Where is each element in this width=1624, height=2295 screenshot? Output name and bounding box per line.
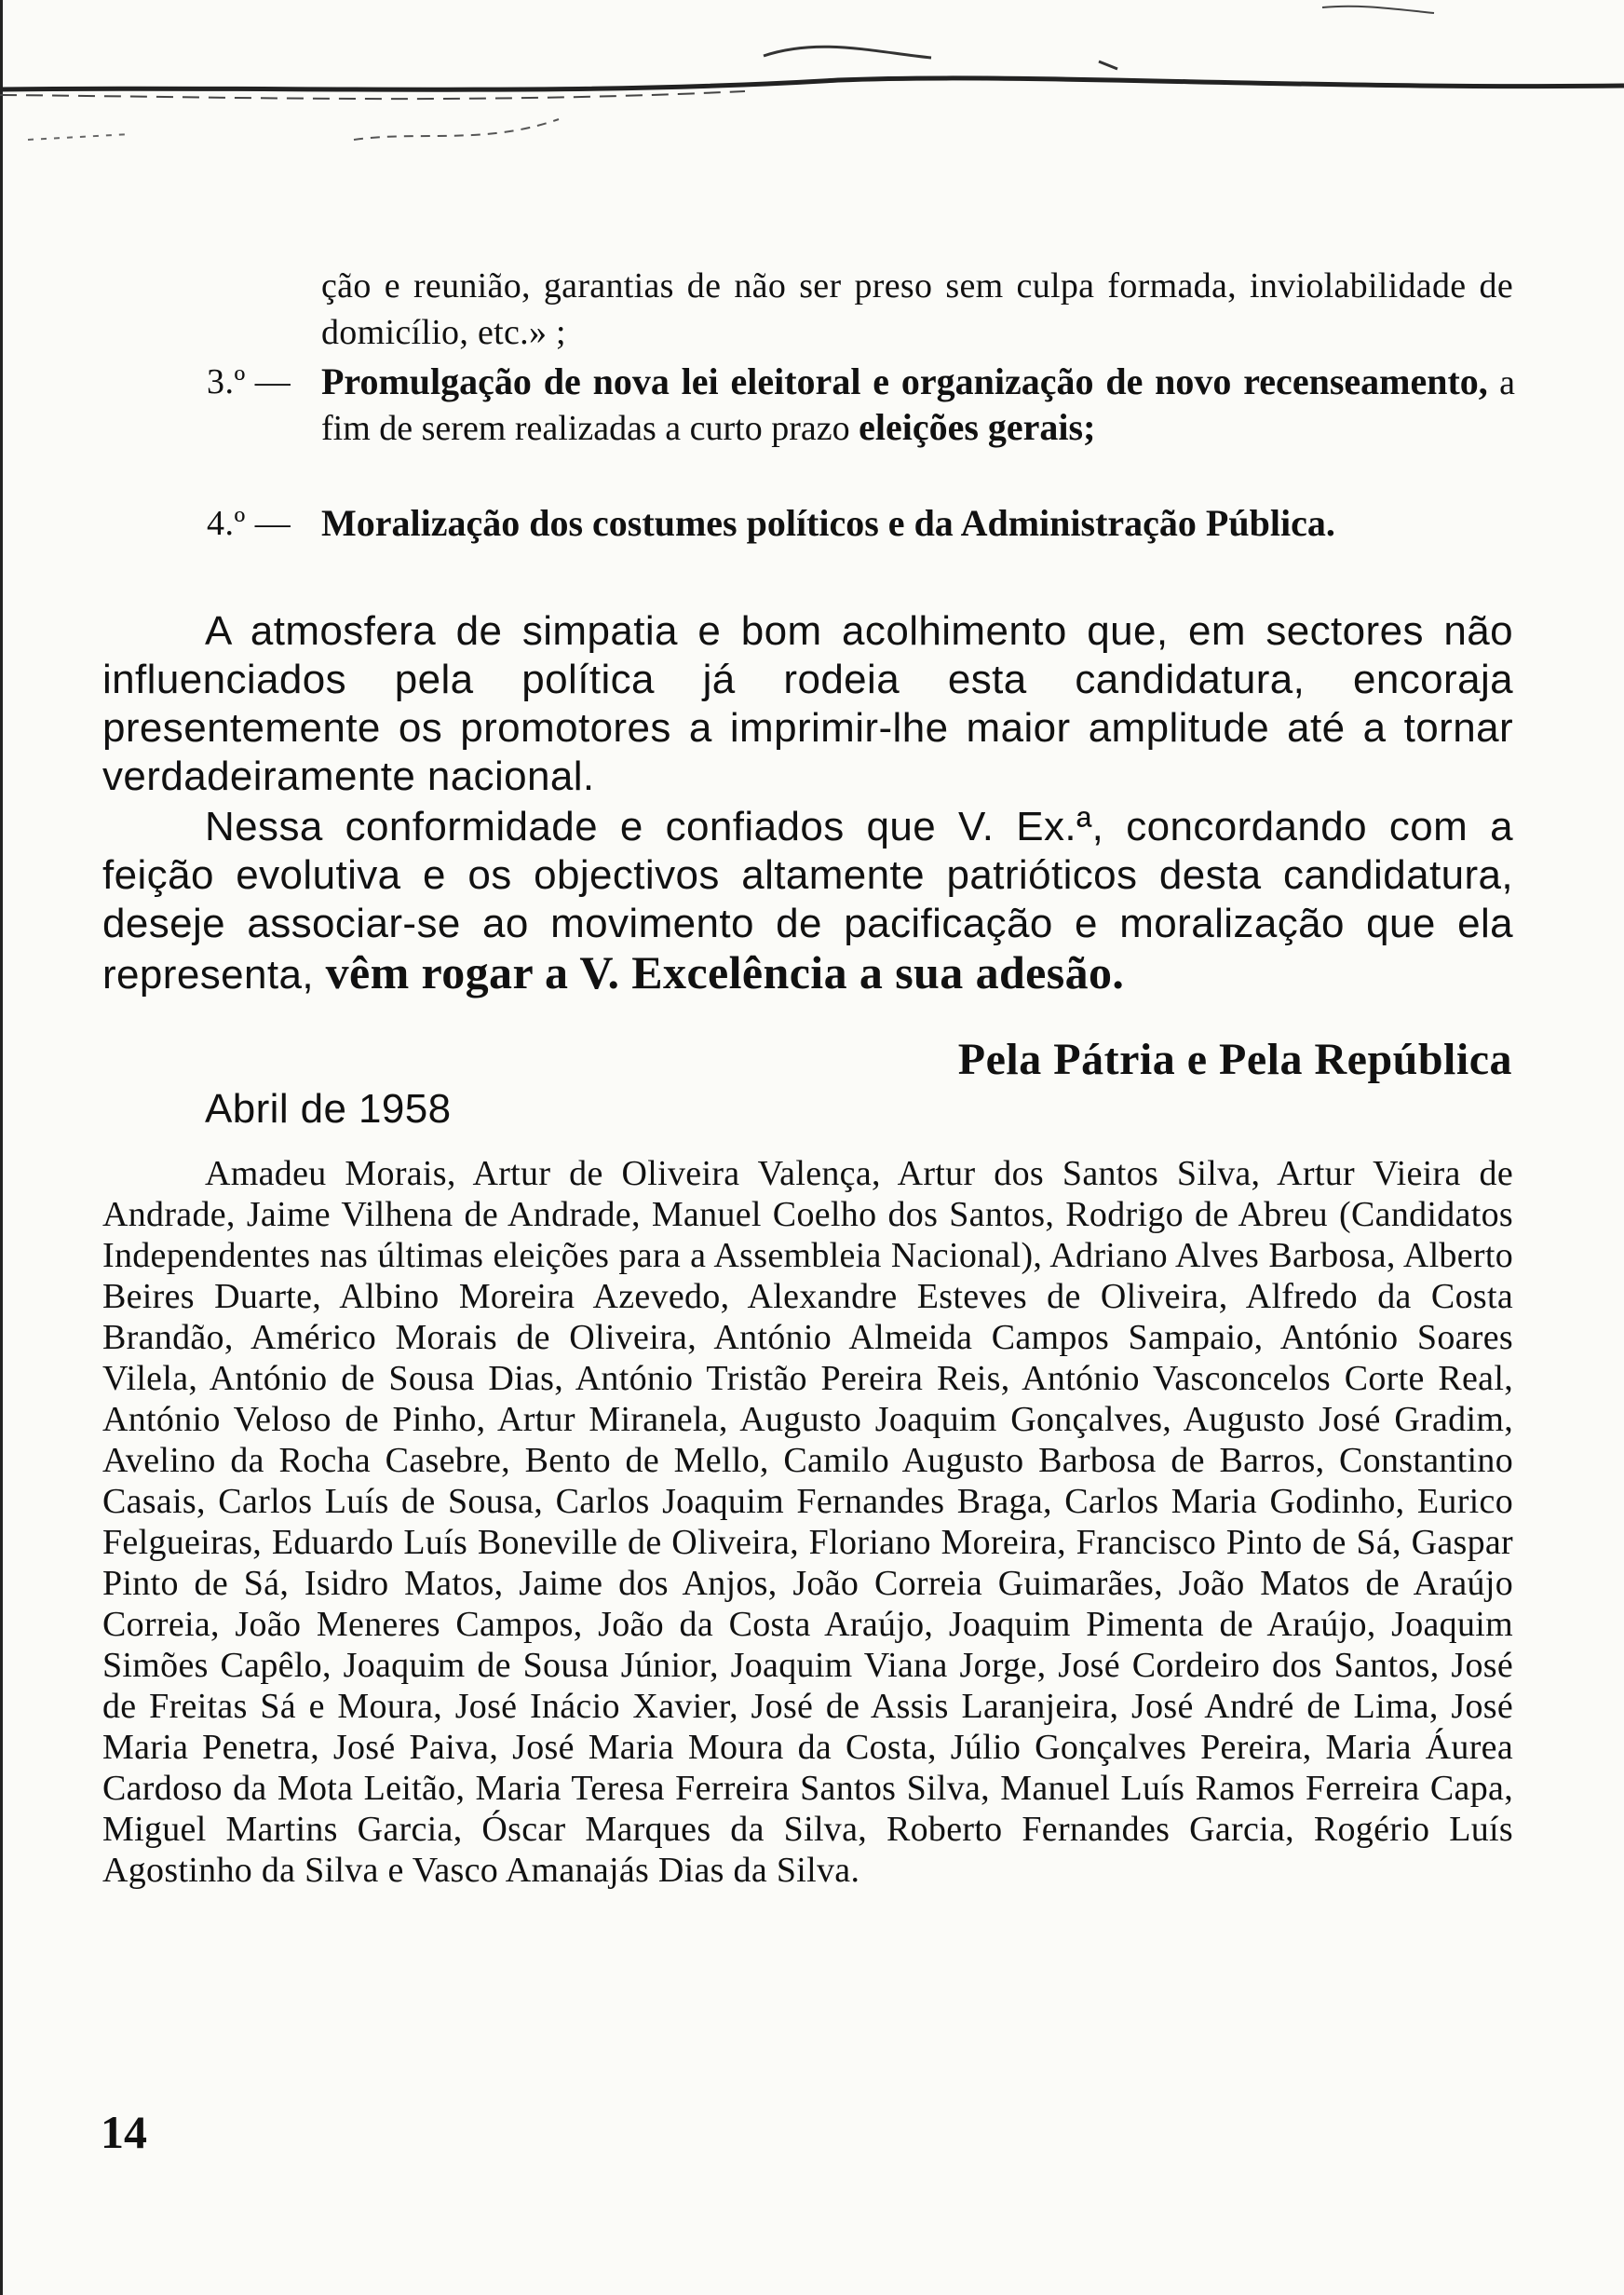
list-item-text xyxy=(321,360,1515,451)
paragraph-2-emphasis: vêm rogar a V. Excelência a sua adesão. xyxy=(325,946,1125,998)
list-item-number: 4.º — xyxy=(207,504,291,543)
continued-paragraph: ção e reunião, garantias de não ser preso sem culpa formada, inviolabilidade de domicílio, etc.» ; xyxy=(321,266,1513,352)
paragraph-2 xyxy=(102,803,1513,999)
list-item-3 xyxy=(207,360,1515,451)
signatories-list: Amadeu Morais, Artur de Oliveira Valença, Artur dos Santos Silva, Artur Vieira de Andrade, Jaime Vilhena de Andrade, Manuel Coelho dos Santos, Rodrigo de Abreu (Candidatos Independentes nas últimas eleições para a Assembleia Nacional), Adriano Alves Barbosa, Alberto Beires Duarte, Albino Moreira Azevedo, Alexandre Esteves de Oliveira, Alfredo da Costa Brandão, Américo Morais de Oliveira, António Almeida Campos Sampaio, António Soares Vilela, António de Sousa Dias, António Tristão Pereira Reis, António Vasconcelos Corte Real, António Veloso de Pinho, Artur Miranela, Augusto Joaquim Gonçalves, Augusto José Gradim, Avelino da Rocha Casebre, Bento de Mello, Camilo Augusto Barbosa de Barros, Constantino Casais, Carlos Luís de Sousa, Carlos Joaquim Fernandes Braga, Carlos Maria Godinho, Eurico Felgueiras, Eduardo Luís Boneville de Oliveira, Floriano Moreira, Francisco Pinto de Sá, Gaspar Pinto de Sá, Isidro Matos, Jaime dos Anjos, João Correia Guimarães, João Matos de Araújo Correia, João Meneres Campos, João da Costa Araújo, Joaquim Pimenta de Araújo, Joaquim Simões Capêlo, Joaquim de Sousa Júnior, Joaquim Viana Jorge, José Cordeiro dos Santos, José de Freitas Sá e Moura, José Inácio Xavier, José de Assis Laranjeira, José André de Lima, José Maria Penetra, José Paiva, José Maria Moura da Costa, Júlio Gonçalves Pereira, Maria Áurea Cardoso da Mota Leitão, Maria Teresa Ferreira Santos Silva, Manuel Luís Ramos Ferreira Capa, Miguel Martins Garcia, Óscar Marques da Silva, Roberto Fernandes Garcia, Rogério Luís Agostinho da Silva e Vasco Amanajás Dias da Silva. xyxy=(102,1154,1513,1890)
list-item-4 xyxy=(207,501,1515,547)
paragraph-2-text: Nessa conformidade e confiados que V. Ex.ª, concordando com a feição evolutiva e os objectivos altamente patrióticos desta candidatura, deseje associar-se ao movimento de pacificação e moralização que ela representa, xyxy=(102,804,1513,998)
page-number: 14 xyxy=(101,2106,147,2158)
bold-text: Promulgação de nova lei eleitoral e organização de novo recenseamento, xyxy=(321,360,1488,402)
list-item-number: 3.º — xyxy=(207,362,291,401)
motto: Pela Pátria e Pela República xyxy=(957,1035,1512,1084)
regular-text: a fim de serem realizadas a curto prazo xyxy=(321,363,1515,448)
bold-text: Moralização dos costumes políticos e da Administração Pública. xyxy=(321,502,1335,544)
paragraph-1: A atmosfera de simpatia e bom acolhimento que, em sectores não influenciados pela política já rodeia esta candidatura, encoraja presentemente os promotores a imprimir-lhe maior amplitude até a tornar verdadeiramente nacional. xyxy=(102,608,1513,799)
bold-text: eleições gerais; xyxy=(859,406,1096,448)
list-item-text xyxy=(321,501,1515,547)
date-line: Abril de 1958 xyxy=(205,1086,452,1132)
